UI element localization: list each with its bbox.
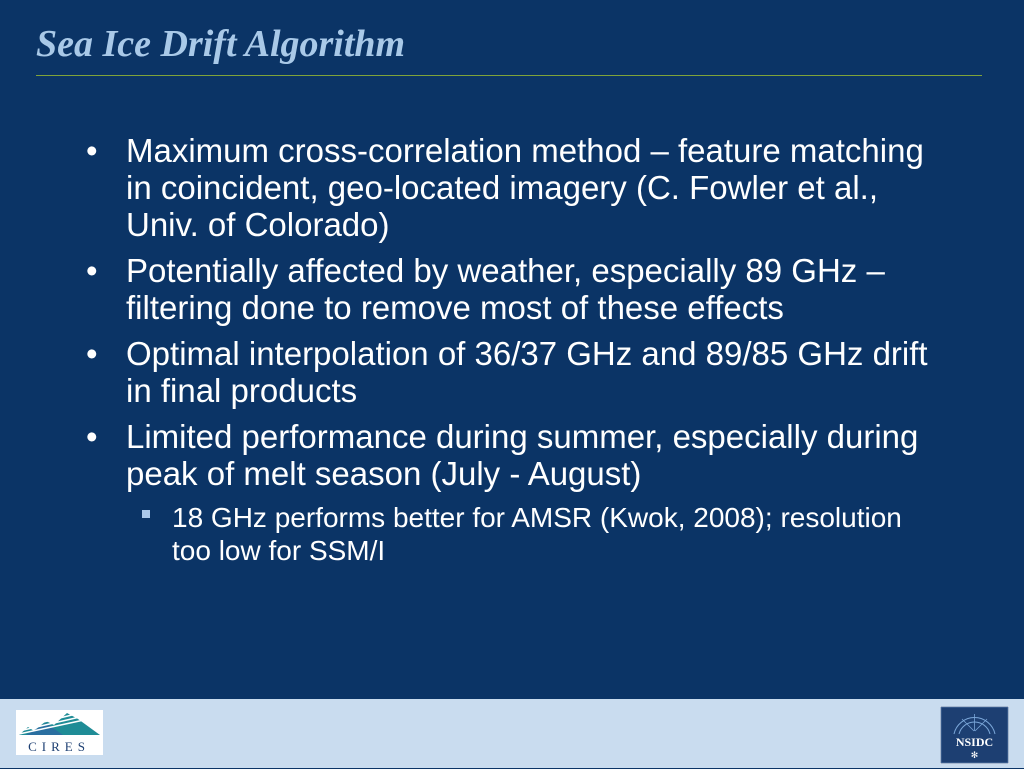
sub-bullet-item (86, 501, 946, 567)
svg-text:✻: ✻ (970, 751, 979, 761)
bullet-text: Optimal interpolation of 36/37 GHz and 89/85 GHz drift in final products (126, 335, 928, 409)
footer-bar (0, 699, 1024, 768)
bullet-mark: • (86, 418, 98, 455)
bullet-item (86, 132, 946, 243)
bullet-mark: • (86, 132, 98, 169)
cires-logo-text: CIRES (28, 739, 90, 754)
nsidc-snowflake-icon (940, 706, 1009, 764)
cires-logo (16, 710, 103, 755)
title-divider (36, 75, 982, 76)
bullet-mark: • (86, 335, 98, 372)
bullet-text: Potentially affected by weather, especially 89 GHz – filtering done to remove most of these effects (126, 252, 885, 326)
nsidc-logo-text: NSIDC (955, 735, 994, 749)
square-bullet-icon (142, 510, 150, 518)
slide-title: Sea Ice Drift Algorithm (36, 23, 406, 65)
bullet-item (86, 335, 946, 409)
bullet-text: Maximum cross-correlation method – feature matching in coincident, geo-located imagery (C. Fowler et al., Univ. of Colorado) (126, 132, 924, 243)
sub-bullet-text: 18 GHz performs better for AMSR (Kwok, 2008); resolution too low for SSM/I (172, 502, 902, 566)
bullet-item (86, 252, 946, 326)
slide-content (86, 132, 946, 567)
bullet-text: Limited performance during summer, especially during peak of melt season (July - August) (126, 418, 919, 492)
nsidc-logo (940, 706, 1009, 764)
bullet-item (86, 418, 946, 492)
cires-mountain-icon (16, 710, 103, 755)
bullet-mark: • (86, 252, 98, 289)
